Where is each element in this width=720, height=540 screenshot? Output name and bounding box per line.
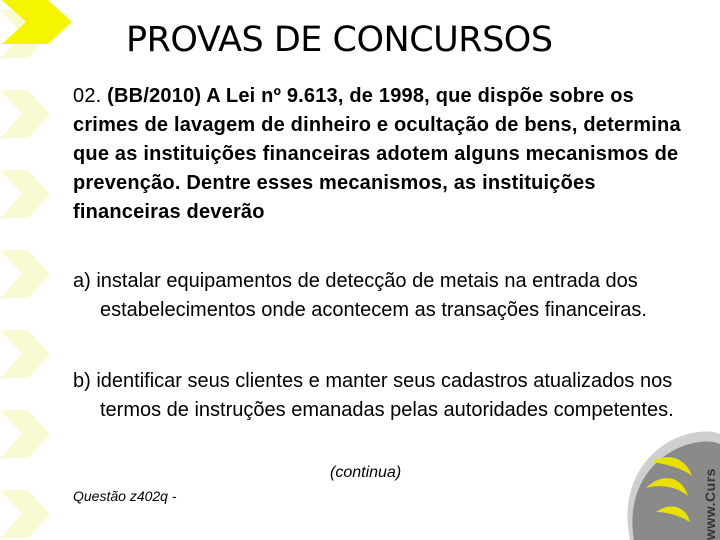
question-number: 02.: [73, 85, 102, 107]
question-text: (BB/2010) A Lei nº 9.613, de 1998, que dispõe sobre os crimes de lavagem de dinheiro e ocultação de bens, determina que as instituições financeiras adotem alguns mecanismos de prevenção. Dentre esses mecanismos, as instituições financeiras deverão: [73, 85, 681, 223]
question-code: Questão z402q -: [73, 488, 177, 504]
question-statement: [73, 82, 693, 227]
option-b: b) identificar seus clientes e manter seus cadastros atualizados nos termos de instruções emanadas pelas autoridades competentes.: [73, 370, 674, 421]
site-watermark-text: www.Curs: [702, 468, 718, 540]
continua-label: (continua): [330, 464, 402, 481]
page-title: PROVAS DE CONCURSOS: [126, 20, 553, 60]
option-a: a) instalar equipamentos de detecção de metais na entrada dos estabelecimentos onde acontecem as transações financeiras.: [73, 270, 647, 321]
